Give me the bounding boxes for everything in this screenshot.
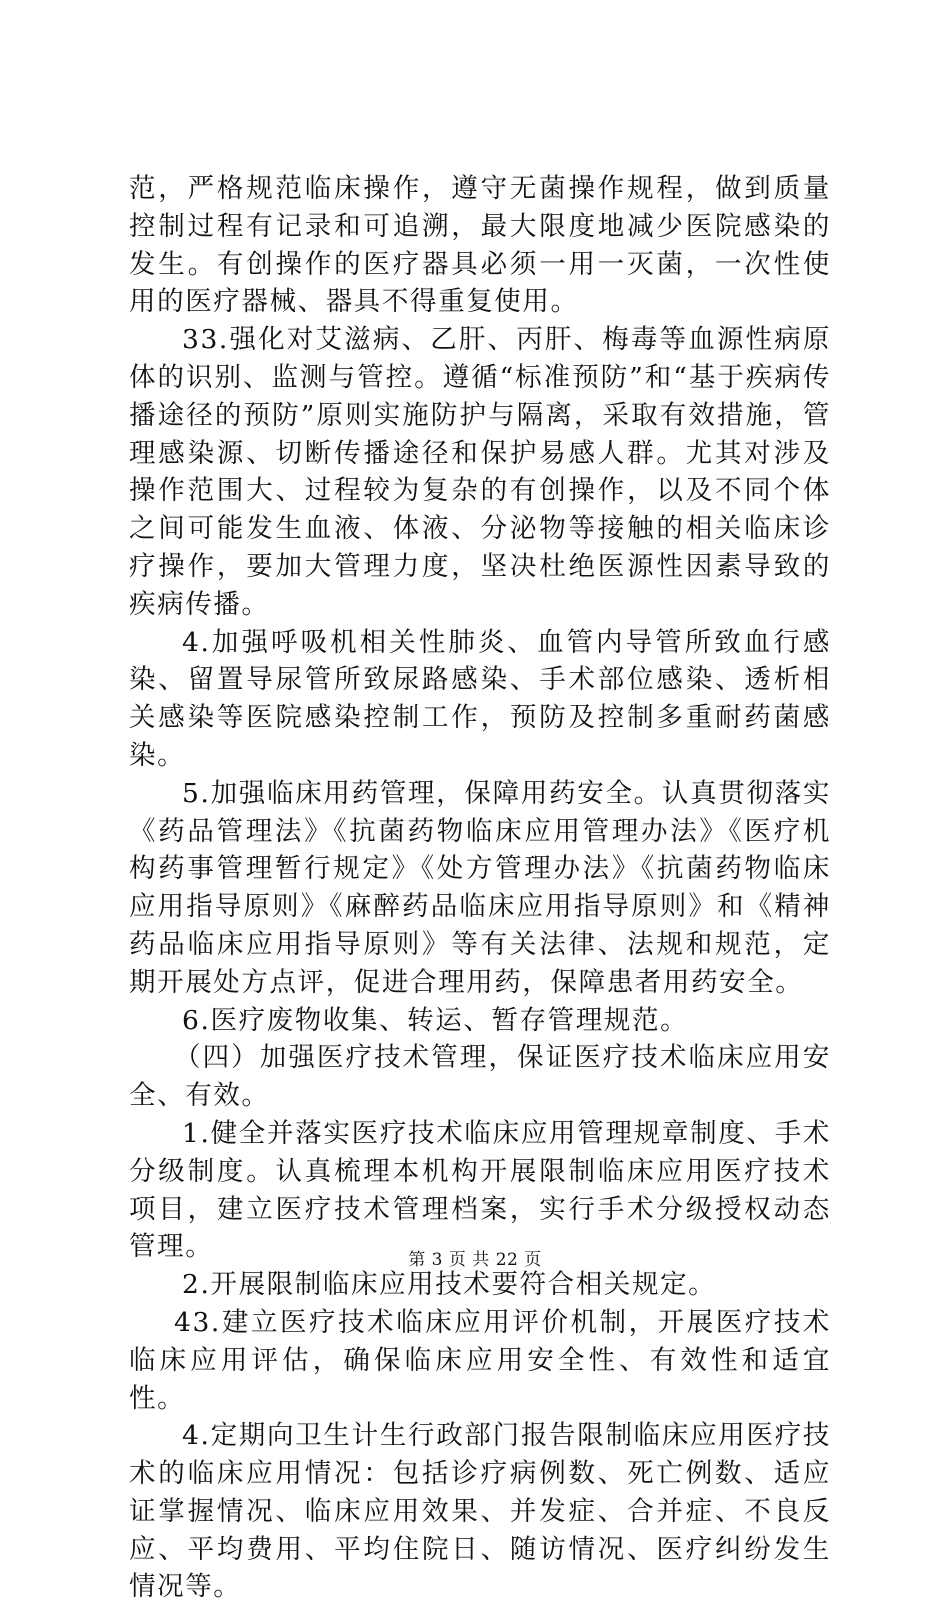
- paragraph-item-43: 43.建立医疗技术临床应用评价机制，开展医疗技术临床应用评估，确保临床应用安全性、有效性和适宜性。: [129, 1306, 831, 1414]
- paragraph-item-4b: 4.定期向卫生计生行政部门报告限制临床应用医疗技术的临床应用情况：包括诊疗病例数、死亡例数、适应证掌握情况、临床应用效果、并发症、合并症、不良反应、平均费用、平均住院日、随访情况、医疗纠纷发生情况等。: [129, 1420, 831, 1603]
- paragraph-item-5: 5.加强临床用药管理，保障用药安全。认真贯彻落实《药品管理法》《抗菌药物临床应用管理办法》《医疗机构药事管理暂行规定》《处方管理办法》《抗菌药物临床应用指导原则》《麻醉药品临床应用指导原则》和《精神药品临床应用指导原则》等有关法律、法规和规范，定期开展处方点评，促进合理用药，保障患者用药安全。: [129, 777, 831, 998]
- paragraph-item-6: 6.医疗废物收集、转运、暂存管理规范。: [182, 1004, 689, 1036]
- paragraph-continuation: 范，严格规范临床操作，遵守无菌操作规程，做到质量控制过程有记录和可追溯，最大限度地减少医院感染的发生。有创操作的医疗器具必须一用一灭菌，一次性使用的医疗器械、器具不得重复使用。: [129, 173, 831, 318]
- document-body: [129, 170, 831, 1606]
- paragraph-item-2: 2.开展限制临床应用技术要符合相关规定。: [182, 1269, 717, 1301]
- page-number-footer: 第 3 页 共 22 页: [408, 1250, 542, 1270]
- paragraph-item-4: 4.加强呼吸机相关性肺炎、血管内导管所致血行感染、留置导尿管所致尿路感染、手术部位感染、透析相关感染等医院感染控制工作，预防及控制多重耐药菌感染。: [129, 626, 831, 771]
- paragraph-item-33: 33.强化对艾滋病、乙肝、丙肝、梅毒等血源性病原体的识别、监测与管控。遵循“标准预防”和“基于疾病传播途径的预防”原则实施防护与隔离，采取有效措施，管理感染源、切断传播途径和保护易感人群。尤其对涉及操作范围大、过程较为复杂的有创操作，以及不同个体之间可能发生血液、体液、分泌物等接触的相关临床诊疗操作，要加大管理力度，坚决杜绝医源性因素导致的疾病传播。: [129, 324, 831, 620]
- paragraph-item-1: 1.健全并落实医疗技术临床应用管理规章制度、手术分级制度。认真梳理本机构开展限制临床应用医疗技术项目，建立医疗技术管理档案，实行手术分级授权动态管理。: [129, 1117, 831, 1263]
- section-heading-4: （四）加强医疗技术管理，保证医疗技术临床应用安全、有效。: [129, 1042, 831, 1112]
